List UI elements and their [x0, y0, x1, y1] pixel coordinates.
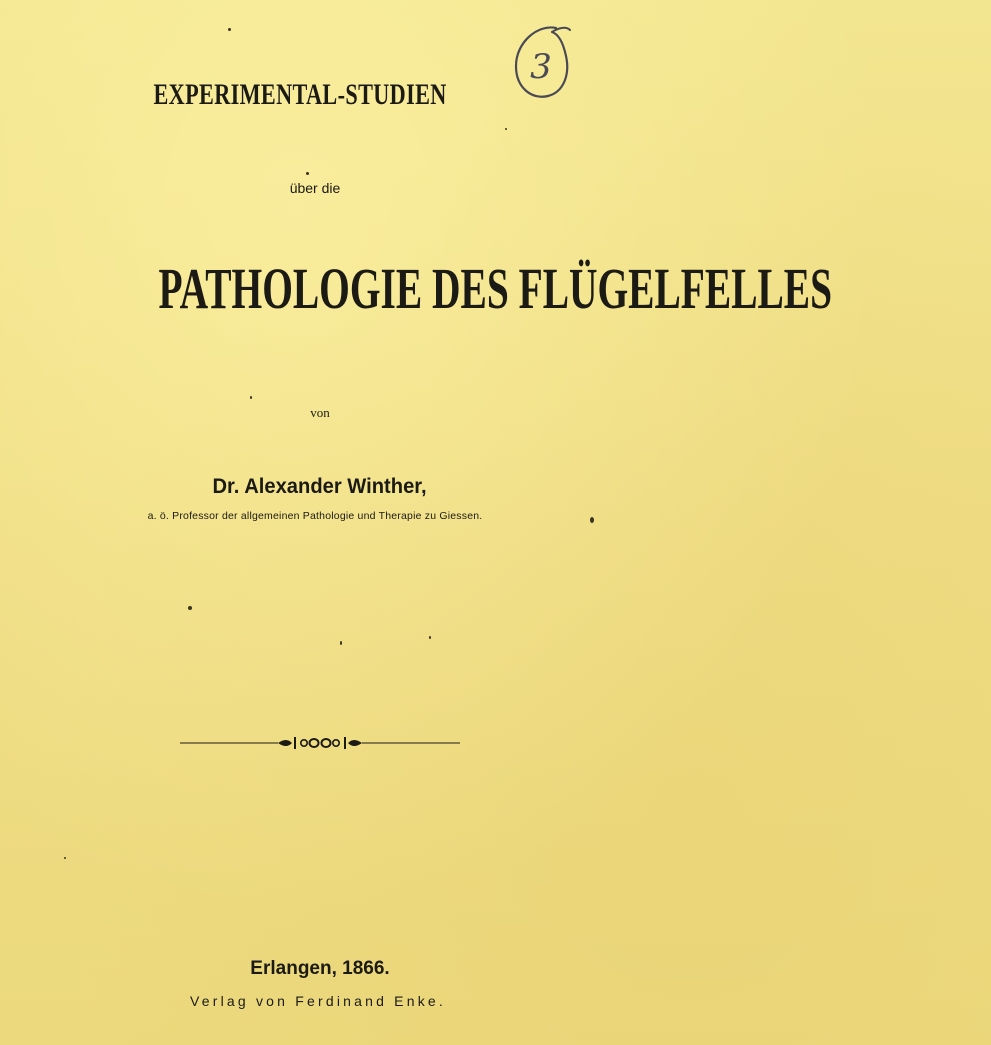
by-text: von: [310, 405, 330, 420]
connector-text: über die: [289, 180, 341, 196]
series-title: [0, 78, 620, 112]
main-title: [0, 255, 833, 322]
paper-speck: [429, 636, 431, 639]
place-and-year: Erlangen, 1866.: [250, 958, 390, 979]
svg-text:3: 3: [530, 47, 552, 87]
main-title-text: PATHOLOGIE DES FLÜGELFELLES: [158, 256, 833, 321]
author-position: a. ö. Professor der allgemeinen Pathologie und Therapie zu Giessen.: [147, 510, 483, 522]
author-name: [0, 475, 640, 499]
paper-speck: [590, 517, 594, 523]
author-name-text: Dr. Alexander Winther,: [212, 475, 428, 498]
paper-speck: [64, 857, 66, 859]
series-title-text: EXPERIMENTAL-STUDIEN: [153, 78, 447, 111]
paper-speck: [505, 128, 507, 130]
ornamental-rule-icon: [180, 735, 460, 751]
paper-speck: [306, 172, 309, 175]
paper-speck: [228, 28, 231, 31]
paper-speck: [340, 641, 342, 645]
publisher-line: Verlag von Ferdinand Enke.: [190, 993, 446, 1009]
paper-speck: [250, 396, 252, 399]
paper-speck: [188, 606, 192, 610]
